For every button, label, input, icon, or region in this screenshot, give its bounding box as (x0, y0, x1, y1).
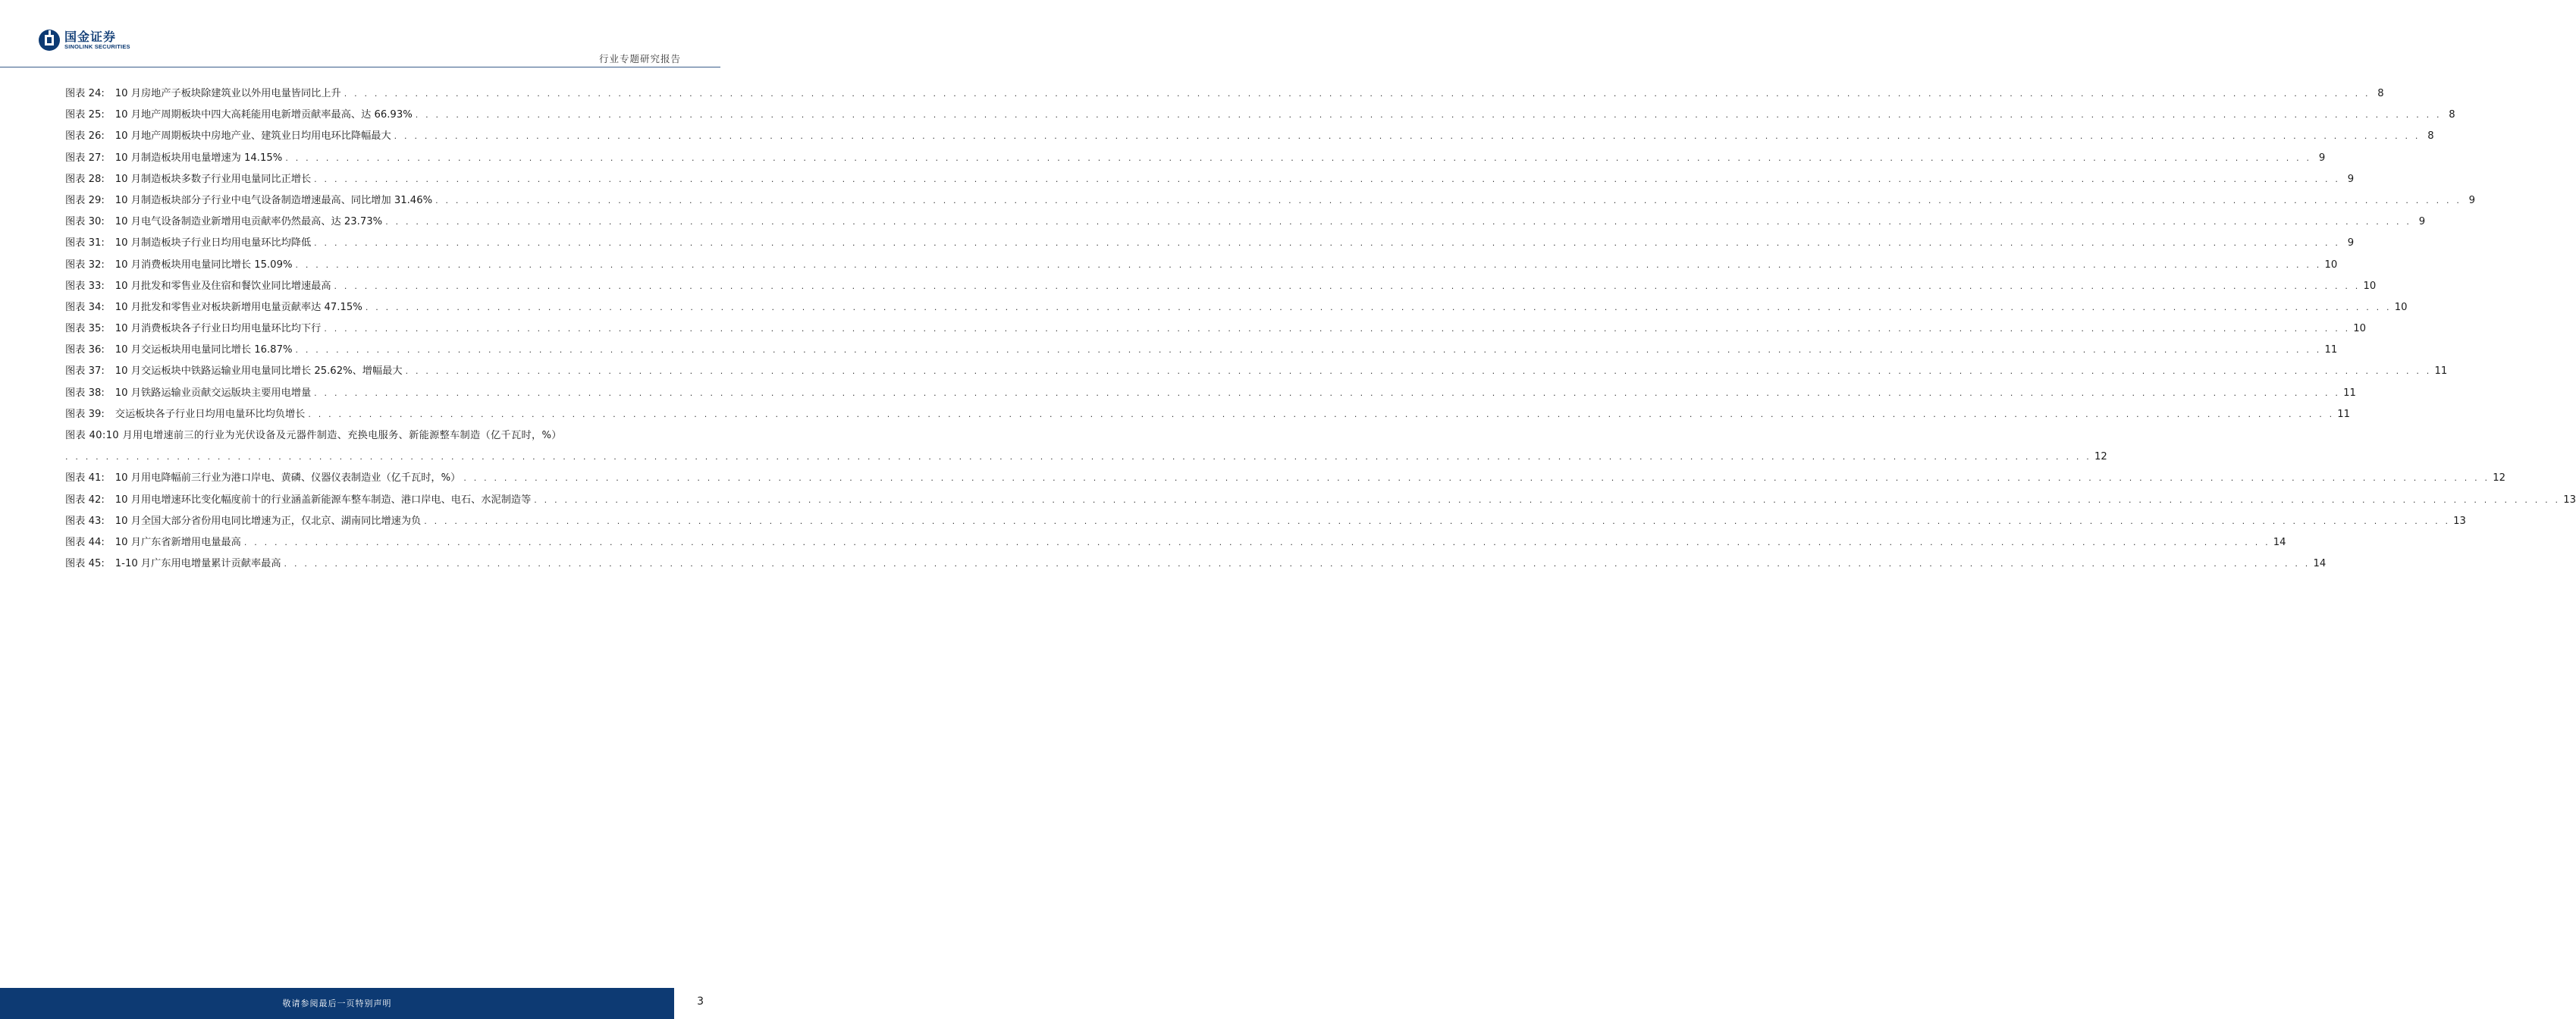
toc-leader-dots: . . . . . . . . . . . . . . . . . . . . . . . . . . . . . . . . . . . . . . . . . . . . . . . . . . . . . . . . . . . . . . . . . . . . . . . . . . . . . . . . . . . . . . . . . . . . . . . . . . . . . . . . . . . . . . . . . . . . . . . . . . . . . . . . . . . . . . . . . . . . . . . . . . . . . . . . . . . . . . . . . . . . . . . . . . . . . . . . . . . . . . . . . . . . . . . . . . . . . . . . (284, 559, 2311, 569)
toc-figure-number: 图表 37: (65, 365, 105, 378)
toc-page-number: 10 (2363, 280, 2377, 292)
toc-entry[interactable] (65, 407, 2351, 428)
toc-leader-dots: . . . . . . . . . . . . . . . . . . . . . . . . . . . . . . . . . . . . . . . . . . . . . . . . . . . . . . . . . . . . . . . . . . . . . . . . . . . . . . . . . . . . . . . . . . . . . . . . . . . . . . . . . . . . . . . . . . . . . . . . . . . . . . . . . . . . . . . . . . . . . . . . . . . . . . . . . . . . . . . . . . . . . . . . . . . . . . . . . . . . . . . . . . . . . . . . . . . . . . . . (243, 537, 2270, 547)
toc-page-number: 8 (2449, 109, 2455, 121)
toc-figure-title: 10 月制造板块子行业日均用电量环比均降低 (115, 237, 312, 249)
toc-leader-dots: . . . . . . . . . . . . . . . . . . . . . . . . . . . . . . . . . . . . . . . . . . . . . . . . . . . . . . . . . . . . . . . . . . . . . . . . . . . . . . . . . . . . . . . . . . . . . . . . . . . . . . . . . . . . . . . . . . . . . . . . . . . . . . . . . . . . . . . . . . . . . . . . . . . . . . . . . . . . . . . . . . . . . . . . . . . . . . . . . . . . . . . . . . . . . . . . . . . . . . . . (365, 302, 2392, 312)
toc-entry[interactable] (65, 236, 2355, 257)
toc-figure-title: 10 月批发和零售业对板块新增用电量贡献率达 47.15% (115, 301, 362, 313)
toc-entry[interactable] (65, 215, 2426, 236)
toc-figure-number: 图表 35: (65, 323, 105, 335)
toc-entry[interactable] (65, 386, 2356, 407)
toc-page-number: 11 (2324, 344, 2338, 356)
toc-page-number: 11 (2343, 387, 2356, 399)
toc-leader-dots: . . . . . . . . . . . . . . . . . . . . . . . . . . . . . . . . . . . . . . . . . . . . . . . . . . . . . . . . . . . . . . . . . . . . . . . . . . . . . . . . . . . . . . . . . . . . . . . . . . . . . . . . . . . . . . . . . . . . . . . . . . . . . . . . . . . . . . . . . . . . . . . . . . . . . . . . . . . . . . . . . . . . . . . . . . . . . . . . . . . . . . . . . . . . . . . . . . . . . . . . (435, 195, 2462, 205)
toc-leader-dots: . . . . . . . . . . . . . . . . . . . . . . . . . . . . . . . . . . . . . . . . . . . . . . . . . . . . . . . . . . . . . . . . . . . . . . . . . . . . . . . . . . . . . . . . . . . . . . . . . . . . . . . . . . . . . . . . . . . . . . . . . . . . . . . . . . . . . . . . . . . . . . . . . . . . . . . . . . . . . . . . . . . . . . . . . . . . . . . . . . . . . . . . . . . . . . . . . . . . . . . . (314, 174, 2341, 184)
toc-leader-dots: . . . . . . . . . . . . . . . . . . . . . . . . . . . . . . . . . . . . . . . . . . . . . . . . . . . . . . . . . . . . . . . . . . . . . . . . . . . . . . . . . . . . . . . . . . . . . . . . . . . . . . . . . . . . . . . . . . . . . . . . . . . . . . . . . . . . . . . . . . . . . . . . . . . . . . . . . . . . . . . . . . . . . . . . . . . . . . . . . . . . . . . . . . . . . . . . . . . . . . . . (295, 259, 2322, 270)
toc-figure-title: 10 月消费板块各子行业日均用电量环比均下行 (115, 323, 322, 335)
toc-page-number: 10 (2394, 301, 2408, 313)
toc-entry[interactable] (65, 86, 2384, 108)
toc-entry[interactable] (65, 151, 2326, 172)
toc-figure-title: 10 月制造板块多数子行业用电量同比正增长 (115, 173, 312, 185)
toc-figure-number: 图表 40: (65, 430, 106, 441)
toc-figure-title: 10 月制造板块部分子行业中电气设备制造增速最高、同比增加 31.46% (115, 194, 433, 206)
page-header (0, 0, 720, 70)
toc-leader-dots: . . . . . . . . . . . . . . . . . . . . . . . . . . . . . . . . . . . . . . . . . . . . . . . . . . . . . . . . . . . . . . . . . . . . . . . . . . . . . . . . . . . . . . . . . . . . . . . . . . . . . . . . . . . . . . . . . . . . . . . . . . . . . . . . . . . . . . . . . . . . . . . . . . . . . . . . . . . . . . . . . . . . . . . . . . . . . . . . . . . . . . . . . . . . . . . . . . . . . . . . (334, 281, 2361, 291)
toc-leader-dots: . . . . . . . . . . . . . . . . . . . . . . . . . . . . . . . . . . . . . . . . . . . . . . . . . . . . . . . . . . . . . . . . . . . . . . . . . . . . . . . . . . . . . . . . . . . . . . . . . . . . . . . . . . . . . . . . . . . . . . . . . . . . . . . . . . . . . . . . . . . . . . . . . . . . . . . . . . . . . . . . . . . . . . . . . . . . . . . . . . . . . . . . . . . . . . . . . . . . . . . . (463, 473, 2490, 484)
toc-page-number: 12 (2493, 472, 2506, 484)
toc-figure-title: 10 月地产周期板块中房地产业、建筑业日均用电环比降幅最大 (115, 130, 391, 143)
toc-figure-title: 10 月房地产子板块除建筑业以外用电量皆同比上升 (115, 88, 341, 99)
toc-figure-number: 图表 34: (65, 301, 105, 313)
toc-page-number: 9 (2318, 152, 2326, 164)
toc-figure-title: 10 月地产周期板块中四大高耗能用电新增贡献率最高、达 66.93% (115, 109, 413, 121)
toc-leader-dots: . . . . . . . . . . . . . . . . . . . . . . . . . . . . . . . . . . . . . . . . . . . . . . . . . . . . . . . . . . . . . . . . . . . . . . . . . . . . . . . . . . . . . . . . . . . . . . . . . . . . . . . . . . . . . . . . . . . . . . . . . . . . . . . . . . . . . . . . . . . . . . . . . . . . . . . . . . . . . . . . . . . . . . . . . . . . . . . . . . . . . . . . . . . . . . . . . . . . . . . . (285, 152, 2312, 163)
toc-entry[interactable] (65, 364, 2448, 385)
toc-page-number: 8 (2377, 88, 2384, 99)
toc-figure-title: 10 月交运板块用电量同比增长 16.87% (115, 344, 293, 356)
page-number: 3 (697, 995, 704, 1008)
toc-figure-title: 10 月制造板块用电量增速为 14.15% (115, 152, 283, 164)
toc-figure-number: 图表 44: (65, 536, 105, 548)
toc-figure-title: 10 月电气设备制造业新增用电贡献率仍然最高、达 23.73% (115, 216, 383, 228)
toc-figure-number: 图表 33: (65, 280, 105, 292)
toc-entry[interactable] (65, 557, 2327, 578)
toc-entry[interactable] (65, 343, 2338, 364)
toc-leader-dots: . . . . . . . . . . . . . . . . . . . . . . . . . . . . . . . . . . . . . . . . . . . . . . . . . . . . . . . . . . . . . . . . . . . . . . . . . . . . . . . . . . . . . . . . . . . . . . . . . . . . . . . . . . . . . . . . . . . . . . . . . . . . . . . . . . . . . . . . . . . . . . . . . . . . . . . . . . . . . . . . . . . . . . . . . . . . . . . . . . . . . . . . . . . . . . . . . . . . . . . . (344, 89, 2370, 99)
company-logo (38, 27, 174, 53)
footer-disclaimer: 敬请参阅最后一页特别声明 (282, 999, 392, 1008)
toc-leader-dots: . . . . . . . . . . . . . . . . . . . . . . . . . . . . . . . . . . . . . . . . . . . . . . . . . . . . . . . . . . . . . . . . . . . . . . . . . . . . . . . . . . . . . . . . . . . . . . . . . . . . . . . . . . . . . . . . . . . . . . . . . . . . . . . . . . . . . . . . . . . . . . . . . . . . . . . . . . . . . . . . . . . . . . . . . . . . . . . . . . . . . . . . . . . . . . . . . . . . . . . . (314, 387, 2341, 398)
toc-leader-dots: . . . . . . . . . . . . . . . . . . . . . . . . . . . . . . . . . . . . . . . . . . . . . . . . . . . . . . . . . . . . . . . . . . . . . . . . . . . . . . . . . . . . . . . . . . . . . . . . . . . . . . . . . . . . . . . . . . . . . . . . . . . . . . . . . . . . . . . . . . . . . . . . . . . . . . . . . . . . . . . . . . . . . . . . . . . . . . . . . . . . . . . . . . . . . . . . . . . . . . . . (394, 131, 2421, 142)
toc-leader-dots: . . . . . . . . . . . . . . . . . . . . . . . . . . . . . . . . . . . . . . . . . . . . . . . . . . . . . . . . . . . . . . . . . . . . . . . . . . . . . . . . . . . . . . . . . . . . . . . . . . . . . . . . . . . . . . . . . . . . . . . . . . . . . . . . . . . . . . . . . . . . . . . . . . . . . . . . . . . . . . . . . . . . . . . . . . . . . . . . . . . . . . . . . . . . . . . . . . . . . . . . (308, 409, 2335, 419)
toc-figure-title: 交运板块各子行业日均用电量环比均负增长 (115, 408, 306, 420)
toc-figure-number: 图表 30: (65, 216, 105, 228)
toc-figure-title: 10 月铁路运输业贡献交运版块主要用电增量 (115, 387, 312, 399)
logo-chinese-name: 国金证券 (64, 30, 117, 44)
toc-page-number: 14 (2313, 558, 2327, 570)
toc-entry[interactable] (65, 129, 2434, 150)
footer-bar (0, 988, 674, 1019)
toc-figure-number: 图表 25: (65, 109, 105, 121)
toc-entry[interactable] (65, 172, 2355, 193)
toc-entry[interactable] (65, 108, 2455, 129)
toc-entry[interactable] (65, 535, 2286, 557)
toc-figure-number: 图表 45: (65, 558, 105, 570)
toc-entry[interactable] (65, 321, 2367, 343)
toc-figure-title: 10 月消费板块用电量同比增长 15.09% (115, 259, 293, 271)
toc-leader-dots: . . . . . . . . . . . . . . . . . . . . . . . . . . . . . . . . . . . . . . . . . . . . . . . . . . . . . . . . . . . . . . . . . . . . . . . . . . . . . . . . . . . . . . . . . . . . . . . . . . . . . . . . . . . . . . . . . . . . . . . . . . . . . . . . . . . . . . . . . . . . . . . . . . . . . . . . . . . . . . . . . . . . . . . . . . . . . . . . . . . . . . . . . . . . . . . . . . . . . . . . (295, 345, 2322, 356)
toc-figure-number: 图表 39: (65, 408, 105, 420)
toc-figure-number: 图表 29: (65, 194, 105, 206)
toc-page-number: 10 (2324, 259, 2338, 271)
toc-figure-title: 10 月用电增速前三的行业为光伏设备及元器件制造、充换电服务、新能源整车制造（亿千瓦时，%） (105, 430, 562, 441)
toc-page-number: 8 (2427, 130, 2434, 143)
toc-leader-dots: . . . . . . . . . . . . . . . . . . . . . . . . . . . . . . . . . . . . . . . . . . . . . . . . . . . . . . . . . . . . . . . . . . . . . . . . . . . . . . . . . . . . . . . . . . . . . . . . . . . . . . . . . . . . . . . . . . . . . . . . . . . . . . . . . . . . . . . . . . . . . . . . . . . . . . . . . . . . . . . . . . . . . . . . . . . . . . . . . . . . . . . . . . . . . . . . . . . . . . . . (534, 494, 2561, 505)
page-footer (0, 988, 720, 1019)
toc-figure-number: 图表 38: (65, 387, 105, 399)
toc-figure-number: 图表 31: (65, 237, 105, 249)
toc-page-number: 13 (2453, 515, 2466, 527)
toc-figure-title: 1-10 月广东用电增量累计贡献率最高 (115, 558, 281, 570)
toc-entry[interactable] (65, 279, 2377, 300)
toc-figure-number: 图表 41: (65, 472, 105, 484)
toc-figure-title: 10 月用电增速环比变化幅度前十的行业涵盖新能源车整车制造、港口岸电、电石、水泥制造等 (115, 494, 532, 506)
toc-figure-number: 图表 32: (65, 259, 105, 271)
toc-figure-number: 图表 27: (65, 152, 105, 164)
toc-page-number: 12 (2094, 451, 2107, 463)
toc-page-number: 11 (2337, 408, 2351, 420)
toc-page-number: 9 (2418, 216, 2426, 228)
toc-leader-dots: . . . . . . . . . . . . . . . . . . . . . . . . . . . . . . . . . . . . . . . . . . . . . . . . . . . . . . . . . . . . . . . . . . . . . . . . . . . . . . . . . . . . . . . . . . . . . . . . . . . . . . . . . . . . . . . . . . . . . . . . . . . . . . . . . . . . . . . . . . . . . . . . . . . . . . . . . . . . . . . . . . . . . . . . . . . . . . . . . . . . . . . . . . . . . . . . . . . . . . . . (65, 452, 2091, 462)
toc-entry[interactable] (65, 514, 2466, 535)
toc-page-number: 14 (2273, 536, 2286, 548)
toc-figure-number: 图表 24: (65, 88, 105, 99)
toc-leader-dots: . . . . . . . . . . . . . . . . . . . . . . . . . . . . . . . . . . . . . . . . . . . . . . . . . . . . . . . . . . . . . . . . . . . . . . . . . . . . . . . . . . . . . . . . . . . . . . . . . . . . . . . . . . . . . . . . . . . . . . . . . . . . . . . . . . . . . . . . . . . . . . . . . . . . . . . . . . . . . . . . . . . . . . . . . . . . . . . . . . . . . . . . . . . . . . . . . . . . . . . . (314, 238, 2341, 249)
toc-page-number: 9 (2468, 194, 2476, 206)
toc-entry[interactable] (65, 193, 2476, 215)
toc-page-number: 10 (2353, 323, 2367, 335)
toc-leader-dots: . . . . . . . . . . . . . . . . . . . . . . . . . . . . . . . . . . . . . . . . . . . . . . . . . . . . . . . . . . . . . . . . . . . . . . . . . . . . . . . . . . . . . . . . . . . . . . . . . . . . . . . . . . . . . . . . . . . . . . . . . . . . . . . . . . . . . . . . . . . . . . . . . . . . . . . . . . . . . . . . . . . . . . . . . . . . . . . . . . . . . . . . . . . . . . . . . . . . . . . . (424, 516, 2451, 526)
toc-entry[interactable] (65, 428, 2107, 471)
toc-leader-dots: . . . . . . . . . . . . . . . . . . . . . . . . . . . . . . . . . . . . . . . . . . . . . . . . . . . . . . . . . . . . . . . . . . . . . . . . . . . . . . . . . . . . . . . . . . . . . . . . . . . . . . . . . . . . . . . . . . . . . . . . . . . . . . . . . . . . . . . . . . . . . . . . . . . . . . . . . . . . . . . . . . . . . . . . . . . . . . . . . . . . . . . . . . . . . . . . . . . . . . . . (385, 217, 2412, 227)
toc-entry[interactable] (65, 471, 2506, 492)
toc-figure-title: 10 月广东省新增用电量最高 (115, 536, 241, 548)
toc-page-number: 13 (2563, 494, 2576, 506)
toc-figure-number: 图表 42: (65, 494, 105, 506)
toc-page-number: 11 (2434, 365, 2448, 378)
toc-leader-dots: . . . . . . . . . . . . . . . . . . . . . . . . . . . . . . . . . . . . . . . . . . . . . . . . . . . . . . . . . . . . . . . . . . . . . . . . . . . . . . . . . . . . . . . . . . . . . . . . . . . . . . . . . . . . . . . . . . . . . . . . . . . . . . . . . . . . . . . . . . . . . . . . . . . . . . . . . . . . . . . . . . . . . . . . . . . . . . . . . . . . . . . . . . . . . . . . . . . . . . . . (405, 366, 2432, 377)
toc-figure-number: 图表 28: (65, 173, 105, 185)
figure-list (65, 86, 2576, 578)
toc-entry[interactable] (65, 493, 2576, 514)
toc-figure-number: 图表 43: (65, 515, 105, 527)
toc-figure-number: 图表 36: (65, 344, 105, 356)
toc-leader-dots: . . . . . . . . . . . . . . . . . . . . . . . . . . . . . . . . . . . . . . . . . . . . . . . . . . . . . . . . . . . . . . . . . . . . . . . . . . . . . . . . . . . . . . . . . . . . . . . . . . . . . . . . . . . . . . . . . . . . . . . . . . . . . . . . . . . . . . . . . . . . . . . . . . . . . . . . . . . . . . . . . . . . . . . . . . . . . . . . . . . . . . . . . . . . . . . . . . . . . . . . (415, 110, 2442, 121)
toc-leader-dots: . . . . . . . . . . . . . . . . . . . . . . . . . . . . . . . . . . . . . . . . . . . . . . . . . . . . . . . . . . . . . . . . . . . . . . . . . . . . . . . . . . . . . . . . . . . . . . . . . . . . . . . . . . . . . . . . . . . . . . . . . . . . . . . . . . . . . . . . . . . . . . . . . . . . . . . . . . . . . . . . . . . . . . . . . . . . . . . . . . . . . . . . . . . . . . . . . . . . . . . . (324, 324, 2351, 334)
toc-figure-title: 10 月用电降幅前三行业为港口岸电、黄磷、仪器仪表制造业（亿千瓦时，%） (115, 472, 461, 484)
toc-figure-title: 10 月全国大部分省份用电同比增速为正，仅北京、湖南同比增速为负 (115, 515, 422, 527)
logo-english-name: SINOLINK SECURITIES (64, 43, 130, 50)
toc-page-number: 9 (2347, 173, 2355, 185)
report-type-label: 行业专题研究报告 (598, 53, 681, 64)
sinolink-logo-icon (38, 29, 61, 52)
toc-figure-title: 10 月交运板块中铁路运输业用电量同比增长 25.62%、增幅最大 (115, 365, 403, 378)
toc-figure-number: 图表 26: (65, 130, 105, 143)
toc-entry[interactable] (65, 300, 2408, 321)
toc-figure-title: 10 月批发和零售业及住宿和餐饮业同比增速最高 (115, 280, 331, 292)
toc-entry[interactable] (65, 258, 2338, 279)
toc-page-number: 9 (2347, 237, 2355, 249)
